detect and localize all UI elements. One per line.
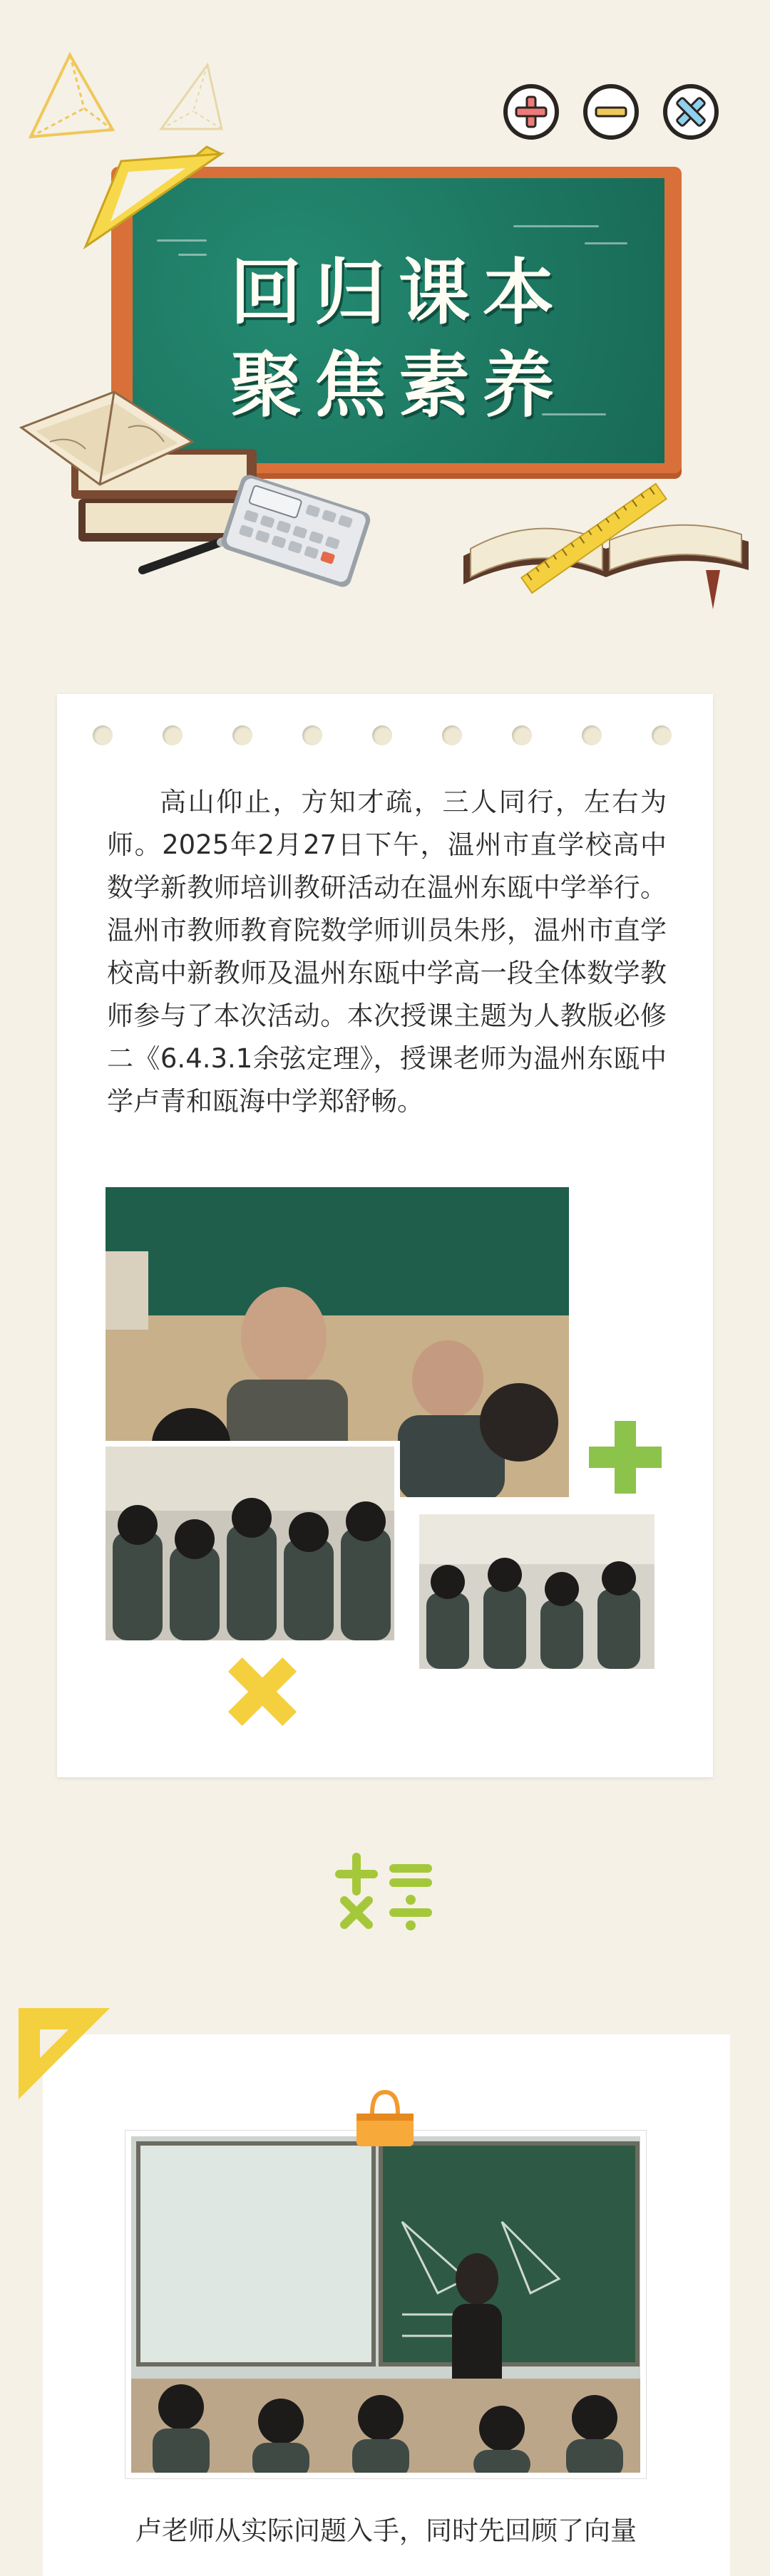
intro-paragraph: 高山仰止，方知才疏，三人同行，左右为师。2025年2月27日下午，温州市直学校高中数学新教师培训教研活动在温州东瓯中学举行。温州市教师教育院数学师训员朱彤，温州市直学校高中新教师及温州东瓯中学高一段全体数学教师参与了本次活动。本次授课主题为人教版必修二《6.4.3.1余弦定理》，授课老师为温州东瓯中学卢青和瓯海中学郑舒畅。 — [107, 787, 667, 1117]
plus-button[interactable] — [503, 84, 559, 140]
binder-hole — [652, 725, 672, 745]
binder-hole — [93, 725, 113, 745]
photo-content — [131, 2136, 640, 2473]
minus-button[interactable] — [583, 84, 639, 140]
math-symbols-icon — [335, 1848, 435, 1934]
classroom-photo-students — [100, 1441, 400, 1646]
binder-hole — [163, 725, 183, 745]
minus-icon — [592, 93, 630, 131]
photo-content — [419, 1514, 654, 1669]
photo-content — [106, 1447, 394, 1640]
green-plus-icon — [586, 1418, 664, 1496]
classroom-photo-small — [419, 1514, 654, 1669]
title-line-2: 聚焦素养 — [230, 343, 567, 427]
chalk-scribble — [513, 225, 599, 227]
binder-hole — [442, 725, 462, 745]
open-book-icon — [449, 463, 763, 620]
binder-hole — [232, 725, 252, 745]
plus-icon — [512, 93, 550, 131]
pyramid-sketch-icon — [27, 51, 120, 144]
times-button[interactable] — [663, 84, 719, 140]
yellow-times-icon — [222, 1652, 302, 1732]
title-line-1: 回归课本 — [230, 251, 567, 334]
calculator-icon — [214, 470, 378, 591]
lecture-photo — [131, 2136, 640, 2473]
times-icon — [672, 93, 710, 131]
section2-paragraph: 卢老师从实际问题入手，同时先回顾了向量 — [135, 2515, 637, 2546]
binder-hole — [512, 725, 532, 745]
binder-hole — [372, 725, 392, 745]
set-square-corner-icon — [19, 2008, 111, 2101]
binder-clip-icon — [352, 2089, 418, 2149]
binder-hole — [582, 725, 602, 745]
binder-hole — [302, 725, 322, 745]
pyramid-sketch-icon — [154, 61, 232, 140]
